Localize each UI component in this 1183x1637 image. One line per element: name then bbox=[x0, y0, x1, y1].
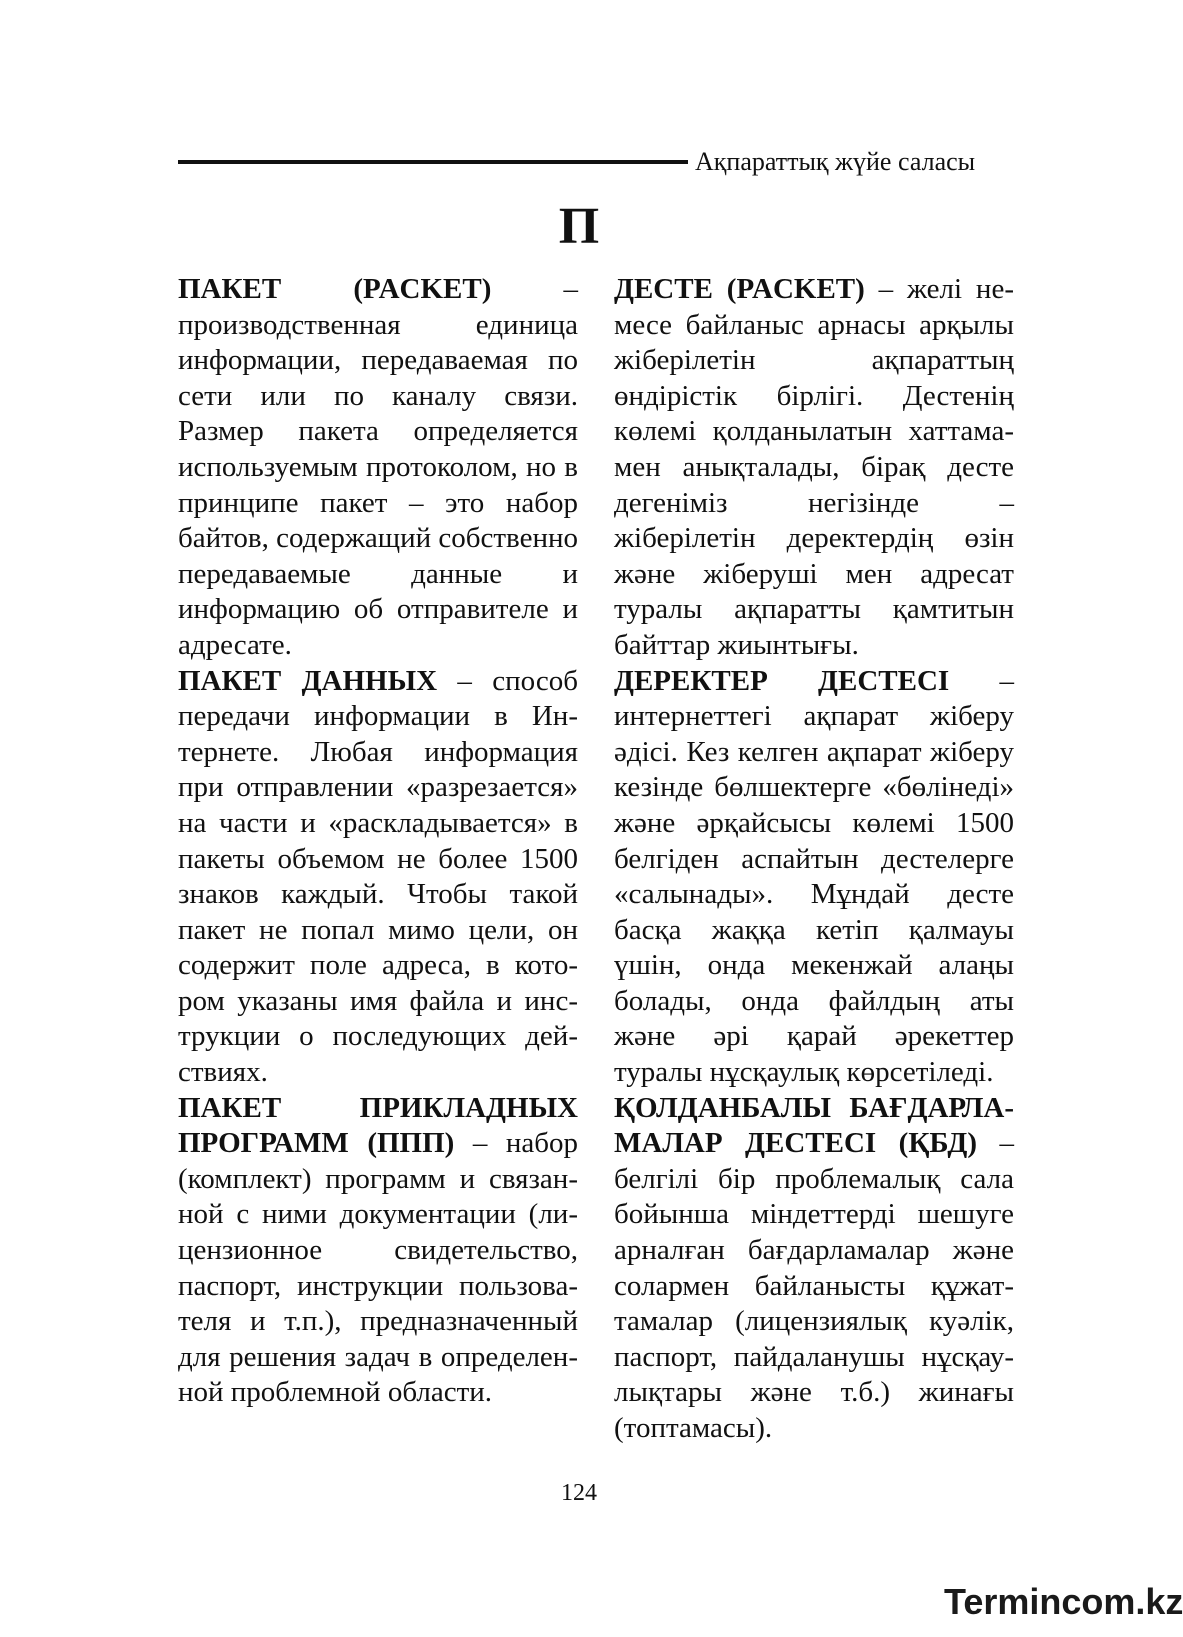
entry-data-packet-ru bbox=[178, 664, 578, 1091]
entry-definition: – набор (комплект) программ и связанной с ними документации (лицензионное свидетельство, паспорт, инструкции пользователя и т.п.), предназначенный для решения задач в определенной проблемной области. bbox=[178, 1127, 578, 1409]
watermark-logo: Termincom.kz bbox=[944, 1581, 1183, 1622]
entry-term: ҚОЛДАНБАЛЫ БАҒДАРЛАМАЛАР ДЕСТЕСІ (ҚБД) bbox=[614, 1091, 1014, 1160]
entry-definition: – желі немесе байланыс арнасы арқылы жіберілетін ақпараттың өндірістік бірлігі. Дестенің көлемі қолданылатын хаттамамен анықталады, бірақ десте дегеніміз негізінде – жіберілетін деректердің өзін және жіберуші мен адресат туралы ақпаратты қамтитын байттар жиынтығы. bbox=[614, 273, 1014, 661]
running-title: Ақпараттық жүйе саласы bbox=[695, 147, 976, 176]
entry-term: ПАКЕТ (PACKET) bbox=[178, 273, 492, 305]
entry-term: ПАКЕТ ДАННЫХ bbox=[178, 664, 438, 697]
entry-definition: – производственная единица информации, передаваемая по сети или по каналу связи. Размер пакета определяется используемым протоколом, но в принципе пакет – это набор байтов, содержащий собственно передаваемые данные и информацию об отправителе и адресате. bbox=[178, 273, 578, 661]
entry-definition: – способ передачи информации в Интернете. Любая информация при отправлении «разрезается» на части и «раскладывается» в пакеты объемом не более 1500 знаков каждый. Чтобы такой пакет не попал мимо цели, он содержит поле адреса, в котором указаны имя файла и инструкции о последующих действиях. bbox=[178, 664, 578, 1089]
entry-packet-kz bbox=[614, 272, 1014, 664]
left-column bbox=[178, 272, 578, 1411]
entry-software-package-ru bbox=[178, 1091, 578, 1411]
entry-term: ДЕРЕКТЕР ДЕСТЕСІ bbox=[614, 664, 950, 697]
page-number: 124 bbox=[561, 1480, 597, 1506]
entry-packet-ru bbox=[178, 272, 578, 664]
header-rule bbox=[178, 160, 688, 164]
right-column bbox=[614, 272, 1014, 1447]
entry-term: ПАКЕТ ПРИКЛАДНЫХ ПРОГРАММ (ППП) bbox=[178, 1091, 578, 1160]
entry-definition: – интернеттегі ақпарат жіберу әдісі. Кез келген ақпарат жіберу кезінде бөлшектерге «бөлінеді» және әрқайсысы көлемі 1500 белгіден аспайтын дестелерге «салынады». Мұндай десте басқа жаққа кетіп қалмауы үшін, онда мекенжай алаңы болады, онда файлдың аты және әрі қарай әрекеттер туралы нұсқаулық көрсетіледі. bbox=[614, 664, 1014, 1089]
entry-definition: – белгілі бір проблемалық сала бойынша міндеттерді шешуге арналған бағдарламалар және солармен байланысты құжаттамалар (лицензиялық куәлік, паспорт, пайдаланушы нұсқаулықтары және т.б.) жинағы (топтамасы). bbox=[614, 1127, 1014, 1444]
entry-software-package-kz bbox=[614, 1091, 1014, 1447]
entry-term: ДЕСТЕ (PACKET) bbox=[614, 273, 865, 305]
section-letter: П bbox=[558, 198, 600, 255]
entry-data-packet-kz bbox=[614, 664, 1014, 1091]
